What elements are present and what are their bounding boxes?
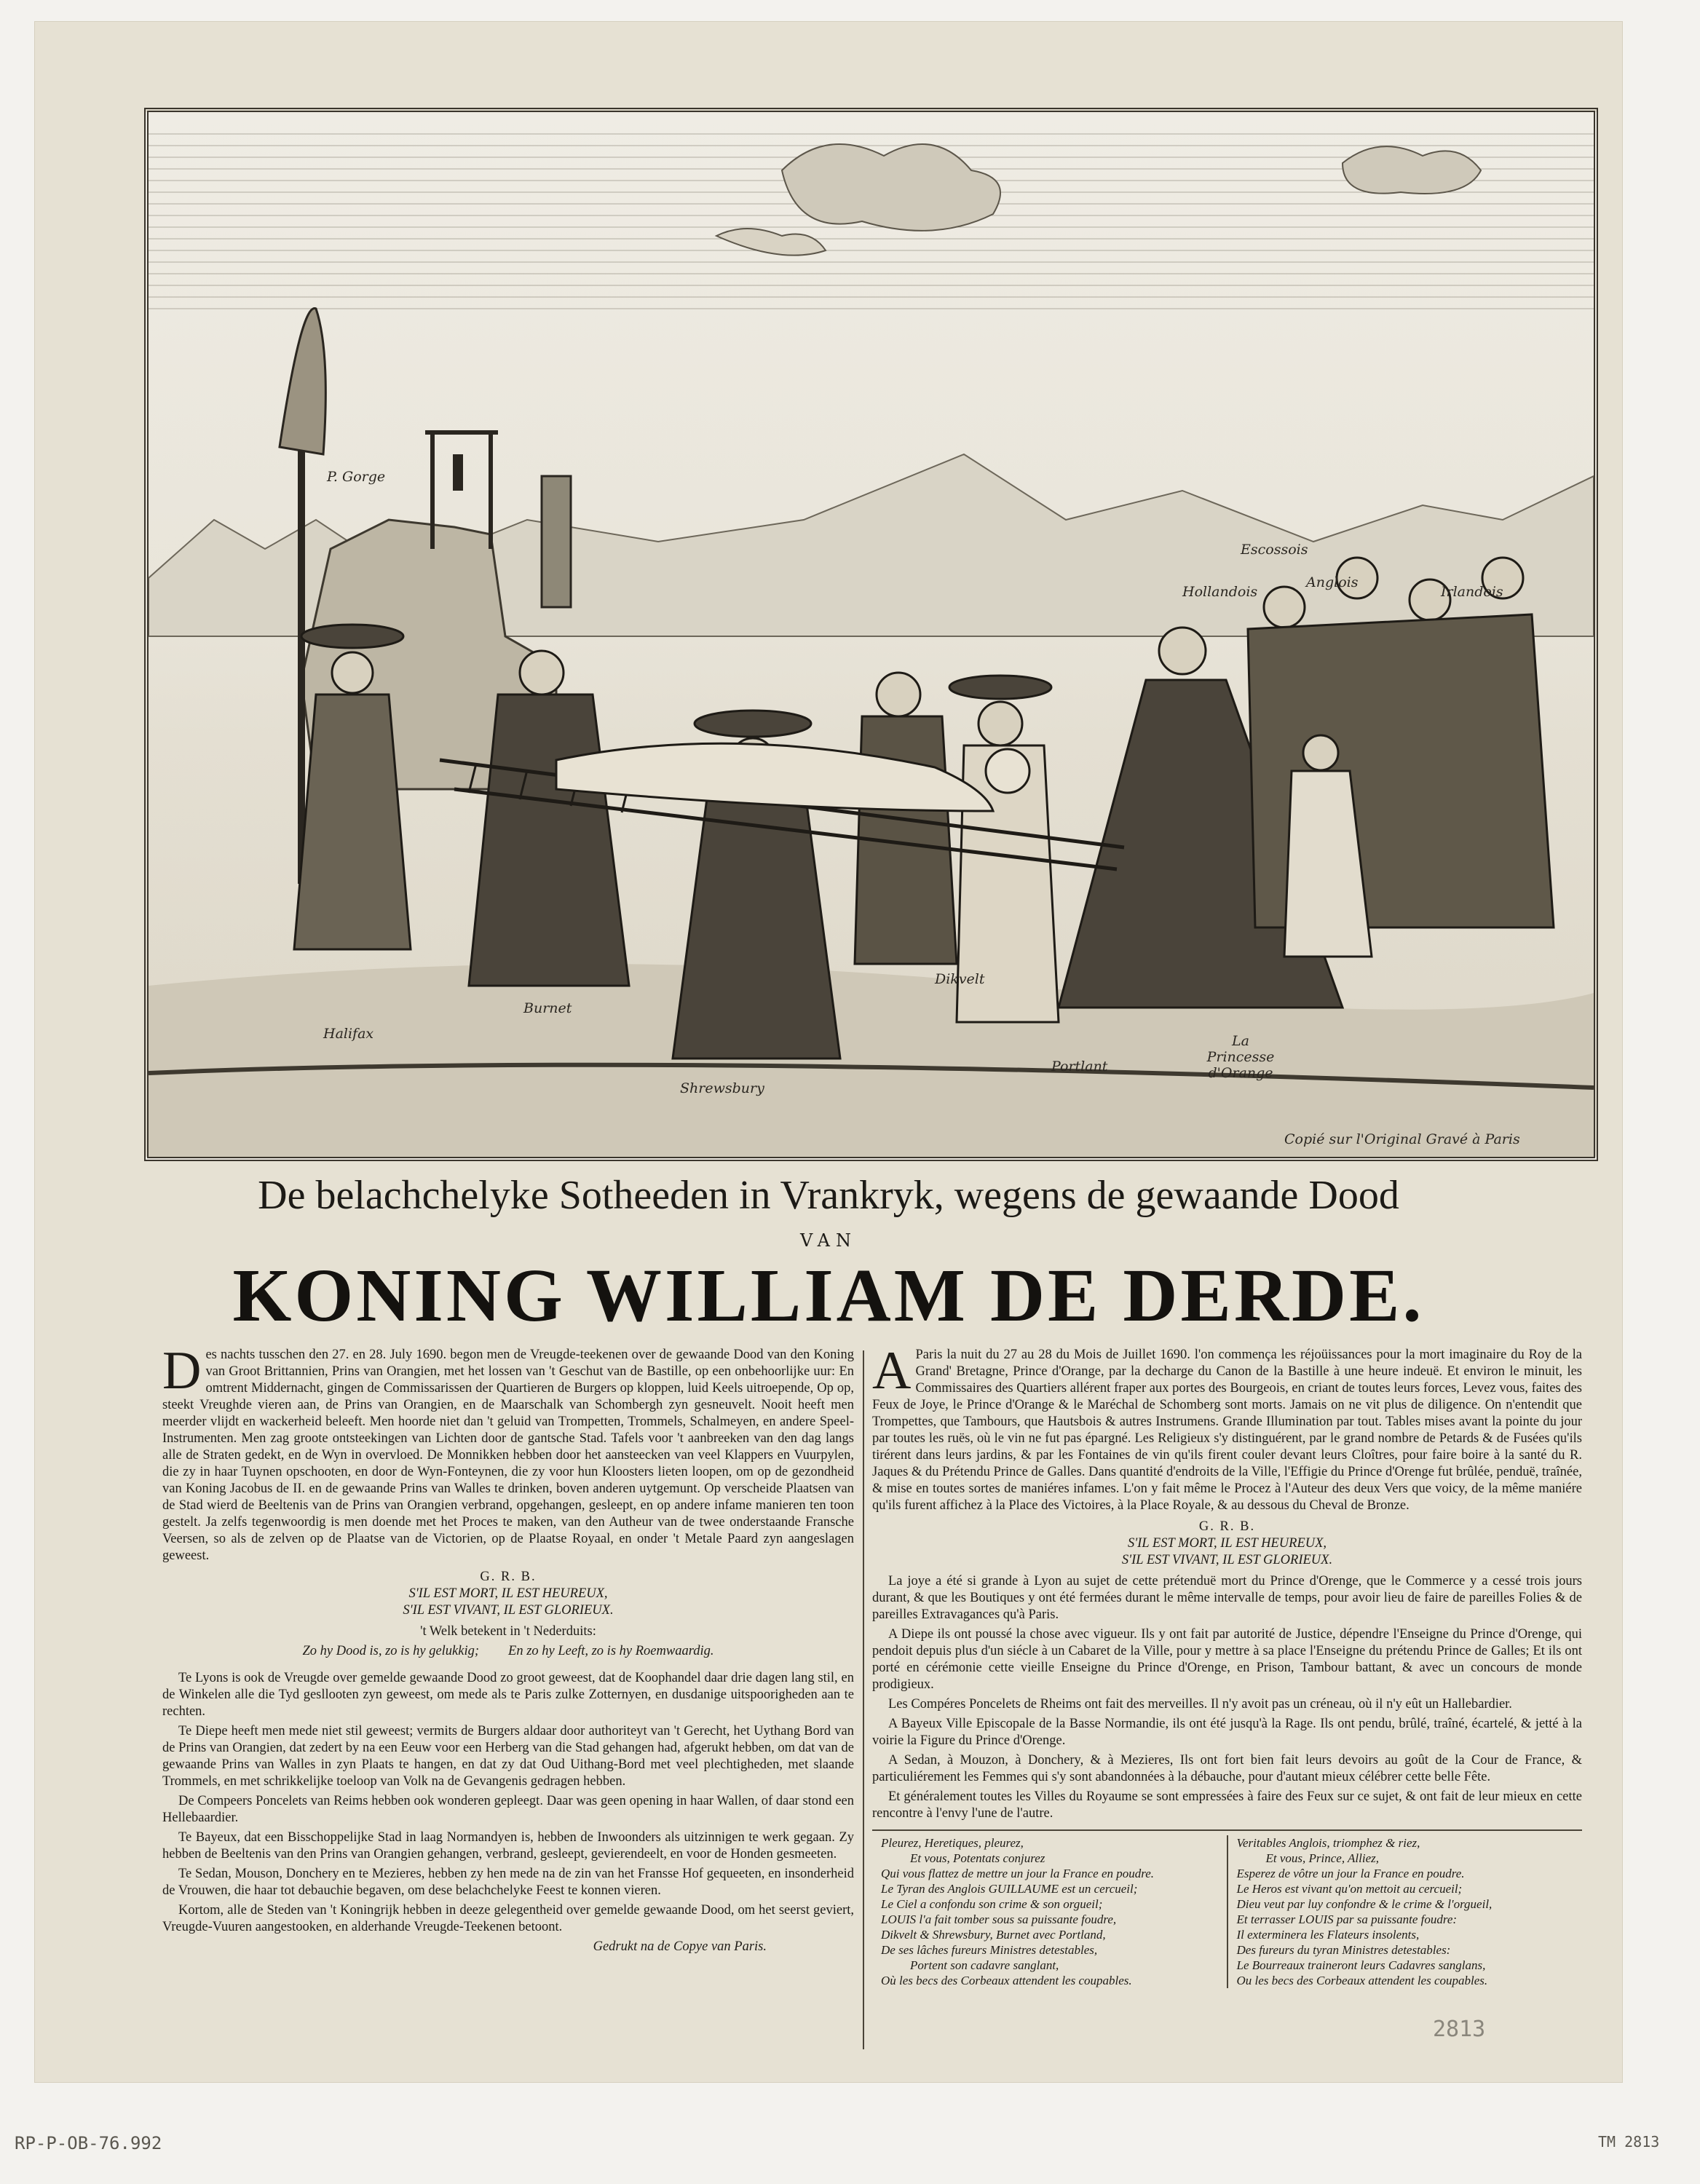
label-gorge: P. Gorge <box>327 469 386 485</box>
french-paragraph-diepe: A Diepe ils ont poussé la chose avec vigueur. Ils y ont fait par autorité de Justice, dépendre l'Enseigne du Prince d'Orenge, qui pendoit depuis plus d'un siécle à un Cabaret de la Ville, pour y mettre à sa place l'Enseigne du prétendu Prince de Galles; Et ils ont porté en cérémonie cette vieille Enseigne du Prince d'Orenge, en Prison, Tambour battant, & avec un concours de monde prodigieux. <box>872 1627 1582 1692</box>
dutch-translation-2: En zo hy Leeft, zo is hy Roemwaardig. <box>508 1644 714 1658</box>
engraving <box>144 108 1598 1161</box>
poem-left <box>872 1835 1227 1988</box>
label-princesse: La Princesse d'Orange <box>1206 1033 1275 1081</box>
label-burnet: Burnet <box>523 1000 572 1016</box>
poem-right-line: Esperez de vôtre un jour la France en poudre. <box>1236 1867 1465 1880</box>
poem-left-line: Où les becs des Corbeaux attendent les coupables. <box>881 1974 1132 1987</box>
dutch-paragraph-lyons: Te Lyons is ook de Vreugde over gemelde gewaande Dood zo groot geweest, dat de Koophandel daar drie dagen lang stil, en de Winkelen alle die Tyd gesllooten zyn geweest, om mede als te Paris zulke Zotternyen, en dusdanige uitspoorigheden aan te rechten. <box>162 1671 854 1719</box>
french-paragraph-rheims: Les Compéres Poncelets de Rheims ont fait des merveilles. Il n'y avoit pas un créneau, où il n'y eût un Hallebardier. <box>888 1697 1512 1712</box>
dropcap-d: D <box>162 1341 202 1401</box>
french-paragraph-general: Et généralement toutes les Villes du Royaume se sont empressées à faire des Feux sur ce sujet, & ont fait de leur mieux en cette rencontre à l'envy l'une de l'autre. <box>872 1789 1582 1821</box>
poem-left-line: Le Tyran des Anglois GUILLAUME est un cercueil; <box>881 1882 1138 1896</box>
dutch-verse-line-1: S'IL EST MORT, IL EST HEUREUX, <box>408 1586 608 1601</box>
engraving-signature: Copié sur l'Original Gravé à Paris <box>1284 1131 1520 1147</box>
label-anglois: Anglois <box>1306 574 1359 590</box>
dutch-translation <box>162 1643 854 1660</box>
label-dikvelt: Dikvelt <box>935 971 985 987</box>
column-divider <box>863 1350 864 2049</box>
dropcap-a: A <box>872 1341 912 1401</box>
engraving-illustration <box>149 112 1594 1157</box>
french-paragraph-lyon: La joye a été si grande à Lyon au sujet de cette prétenduë mort du Prince d'Orenge, que le Commerce y a cessé trois jours durant, & que les Boutiques y ont été fermées durant le même intervalle de temps, pour avoir lieu de faire de pareilles Folies & de pareilles Extravagances qu'à Paris. <box>872 1574 1582 1622</box>
label-hollandois: Hollandois <box>1182 584 1258 600</box>
label-shrewsbury: Shrewsbury <box>680 1080 764 1096</box>
dutch-printer-credit: Gedrukt na de Copye van Paris. <box>593 1939 767 1954</box>
dutch-grb: G. R. B. <box>480 1570 537 1584</box>
poem-left-line: De ses lâches fureurs Ministres detestables, <box>881 1943 1098 1957</box>
poem-right-line: Dieu veut par luy confondre & le crime & l'orgueil, <box>1236 1897 1493 1911</box>
french-paragraph-1: Paris la nuit du 27 au 28 du Mois de Juillet 1690. l'on commença les réjoüissances pour la mort imaginaire du Roy de la Grand' Bretagne, Prince d'Orange, par la decharge du Canon de la Bastille à une heure indeuë. Et environ le minuit, les Commissaires des Quartiers allérent fraper aux portes des Bourgeois, en criant de toutes leurs forces, Levez vous, faites des Feux de Joye, le Prince d'Orange & le Maréchal de Schomberg sont morts. Jamais on ne vit plus de diligence. On n'entendit que Trompettes, que Tambours, que Hautsbois & autres Instrumens. Grande Illumination par tout. Tables mises avant la pointe du jour par toutes les ruës, où le vin ne fut pas épargné. Les Religieux s'y distinguérent, par le grand nombre de Petards & de Fusées qu'ils tirérent dans leurs jardins, & par les Fontaines de vin qu'ils firent couler devant leurs Cloîtres, pour faire boire à la santé du R. Jaques & du Prétendu Prince de Galles. Dans quantité d'endroits de la Ville, l'Effigie du Prince d'Orenge fut brûlée, penduë, traînée, & mise en toutes sortes de maniéres infames. L'on y fait même le Procez à l'Auteur des deux Vers que voicy, de la même maniére qu'ils furent affichez à la Place des Victoires, à la Place Royale, & au dessous du Cheval de Bronze. <box>872 1348 1582 1513</box>
dutch-translation-intro: 't Welk betekent in 't Nederduits: <box>420 1624 596 1639</box>
stone-pillar <box>542 476 571 607</box>
french-verse-line-1: S'IL EST MORT, IL EST HEUREUX, <box>1127 1536 1327 1551</box>
poem-right-line: Et vous, Prince, Alliez, <box>1265 1851 1379 1865</box>
poem-right-line: Des fureurs du tyran Ministres detestables: <box>1236 1943 1451 1957</box>
title-line-2: KONING WILLIAM DE DERDE. <box>232 1254 1425 1337</box>
dutch-translation-1: Zo hy Dood is, zo is hy gelukkig; <box>302 1644 480 1658</box>
poem-right-line: Ou les becs des Corbeaux attendent les coupables. <box>1236 1974 1488 1987</box>
label-escossois: Escossois <box>1241 542 1308 558</box>
dutch-paragraph-diepe: Te Diepe heeft men mede niet stil geweest; vermits de Burgers aldaar door authoriteyt van 't Gerecht, het Uythang Bord van de Prins van Orangien, dat zedert by na een Eeuw voor een Herberg van die Stad gehangen had, afgerukt hebben, om dat van de gewaande Prins van Walles in zyn Plaats te hangen, en dat zy dat Oud Uithang-Bord met veel plechtigheden, met slaande Trommels, en met schrikkelijke toeloop van Volk na de Gevangenis gedragen hebben. <box>162 1724 854 1789</box>
poem-left-line: Et vous, Potentats conjurez <box>910 1851 1045 1865</box>
dutch-paragraph-reims: De Compeers Poncelets van Reims hebben ook wonderen gepleegt. Daar was geen opening in haar Wallen, of daar stond een Hellebaardier. <box>162 1794 854 1825</box>
poem-right-line: Veritables Anglois, triomphez & riez, <box>1236 1836 1420 1850</box>
french-paragraph-sedan: A Sedan, à Mouzon, à Donchery, & à Mezieres, Ils ont fort bien fait leurs devoirs au goût de la Cour de France, & particuliérement les Femmes qui s'y sont abandonnées à la débauche, pour d'autant mieux célébrer cette belle Fête. <box>872 1753 1582 1784</box>
french-verse-line-2: S'IL EST VIVANT, IL EST GLORIEUX. <box>1121 1553 1333 1567</box>
french-paragraph-bayeux: A Bayeux Ville Episcopale de la Basse Normandie, ils ont été jusqu'à la Rage. Ils ont pendu, brûlé, traîné, écartelé, & jetté à la voirie la Figure du Prince d'Orenge. <box>872 1717 1582 1748</box>
ground <box>149 964 1594 1157</box>
museum-inventory-number: RP-P-OB-76.992 <box>15 2133 162 2153</box>
poem-left-line: Portent son cadavre sanglant, <box>910 1958 1059 1972</box>
poem-left-line: Le Ciel a confondu son crime & son orgueil; <box>881 1897 1103 1911</box>
poem-right-line: Le Heros est vivant qu'on mettoit au cercueil; <box>1236 1882 1463 1896</box>
poem-left-line: Qui vous flattez de mettre un jour la France en poudre. <box>881 1867 1155 1880</box>
french-text-column <box>872 1341 1582 1988</box>
paper-sheet <box>35 22 1622 2082</box>
french-grb: G. R. B. <box>1198 1519 1256 1534</box>
dutch-text-column <box>162 1341 854 1955</box>
label-halifax: Halifax <box>323 1026 374 1042</box>
label-irlandois: Irlandois <box>1441 584 1503 600</box>
dutch-verse-line-2: S'IL EST VIVANT, IL EST GLORIEUX. <box>403 1603 614 1618</box>
poem-right-line: Et terrasser LOUIS par sa puissante foudre: <box>1236 1912 1458 1926</box>
tm-number: TM 2813 <box>1598 2133 1660 2151</box>
poem-right <box>1227 1835 1583 1988</box>
poems <box>872 1829 1582 1988</box>
title-line-1: De belachchelyke Sotheeden in Vrankryk, wegens de gewaande Dood <box>258 1173 1399 1218</box>
poem-right-line: Il exterminera les Flateurs insolents, <box>1236 1928 1420 1942</box>
poem-right-line: Le Bourreaux traineront leurs Cadavres sanglans, <box>1236 1958 1486 1972</box>
hanged-effigy-icon <box>453 454 463 491</box>
dutch-paragraph-1: es nachts tusschen den 27. en 28. July 1690. begon men de Vreugde-teekenen over de gewaande Dood van den Koning van Groot Brittannien, Prins van Orangien, met het lossen van 't Geschut van de Bastille, op een onbehoorlijke uur: En omtrent Middernacht, gingen de Commissarissen der Quartieren de Burgers op kloppen, luid Keels uitroepende, Op op, steekt Vreughde vieren aan, de Prins van Orangien, en de Maarschalk van Schombergh zyn gesneuvelt. Nooit heeft men meerder vlijdt en wackerheid beleeft. Men hoorde niet dan 't geluid van Trompetten, Trommels, Schalmeyen, en andere Speel-Instrumenten. Men zag groote ontsteekingen van Lichten door de gantsche Stad. Tafels voor 't aanbreeken van den dag langs alle de Straten gedekt, en de Wyn in overvloed. De Monnikken hebben door het aansteecken van veel Klappers en Vuurpylen, die zy in haar Tuynen opschooten, en door de Wyn-Fonteynen, die zy voor hun Kloosters lieten loopen, om op de gezondheid van Koning Jacobus de II. en de gewaande Prins van Walles te drinken, boven anderen uytgemunt. Op verscheide Plaatsen van de Stad wierd de Beeltenis van de Prins van Orangien verbrand, opgehangen, gesleept, en op andere infame manieren ten toon gestelt. Ja zelfs tegenwoordig is men doende met het Proces te maken, van den Autheur van de twee onderstaande Fransche Veersen, so als de zelven op de Plaatse van de Victorien, op de Plaatse Royaal, en onder 't Metale Paard zyn aangeslagen geweest. <box>162 1348 854 1563</box>
pencil-number: 2813 <box>1433 2017 1486 2042</box>
label-portlant: Portlant <box>1051 1059 1108 1075</box>
poem-left-line: LOUIS l'a fait tomber sous sa puissante foudre, <box>881 1912 1117 1926</box>
poem-left-line: Pleurez, Heretiques, pleurez, <box>881 1836 1024 1850</box>
dutch-paragraph-kortom: Kortom, alle de Steden van 't Koningrijk hebben in deeze gelegentheid over gemelde gewaande Dood, om het seerst geviert, Vreugde-Vuuren aangestooken, en alderhande Vreugde-Teekenen betoont. <box>162 1903 854 1934</box>
dutch-paragraph-sedan: Te Sedan, Mouson, Donchery en te Mezieres, hebben zy hen mede na de zin van het Fransse Hof gequeeten, en insonderheid de Vrouwen, die haar tot debauchie begaven, om dese belachchelyke Feest te konnen vieren. <box>162 1867 854 1898</box>
poem-left-line: Dikvelt & Shrewsbury, Burnet avec Portland, <box>881 1928 1106 1942</box>
dutch-paragraph-bayeux: Te Bayeux, dat een Bisschoppelijke Stad in laag Normandyen is, hebben de Inwoonders als uitzinnigen te werk gegaan. Zy hebben de Beeltenis van den Prins van Orangien gehangen, verbrand, gesleept, gevierendeelt, en voor de Honden gesmeeten. <box>162 1830 854 1861</box>
title-van: VAN <box>799 1230 858 1251</box>
